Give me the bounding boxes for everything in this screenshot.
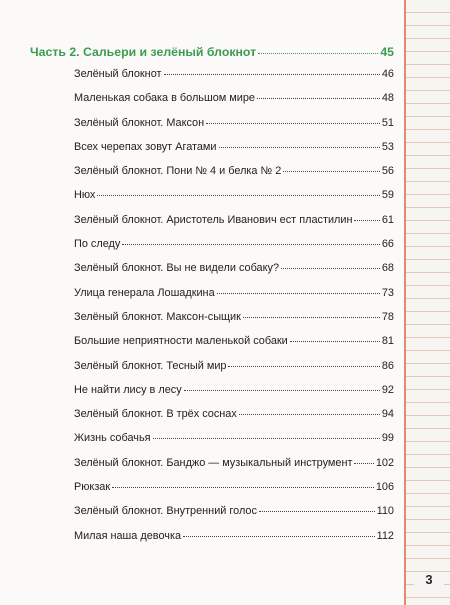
toc-entry (22, 311, 394, 335)
dot-leader (219, 147, 380, 148)
entry-title: Зелёный блокнот. Тесный мир (74, 359, 227, 372)
toc-part-heading (22, 45, 394, 68)
entry-title: Зелёный блокнот. Аристотель Иванович ест пластилин (74, 213, 353, 226)
entry-page-number: 61 (381, 213, 394, 226)
entry-title: Рюкзак (74, 481, 111, 494)
dot-leader (183, 536, 375, 537)
toc-entry (22, 335, 394, 359)
entry-title: Зелёный блокнот. Пони № 4 и белка № 2 (74, 165, 282, 178)
toc-entry (22, 384, 394, 408)
entry-title: Милая наша девочка (74, 529, 182, 542)
dot-leader (354, 463, 373, 464)
dot-leader (258, 53, 378, 54)
toc-entry (22, 505, 394, 529)
entry-page-number: 59 (381, 189, 394, 202)
toc-entry (22, 165, 394, 189)
entry-page-number: 102 (375, 456, 394, 469)
table-of-contents (22, 45, 394, 554)
entry-page-number: 68 (381, 262, 394, 275)
dot-leader (206, 123, 380, 124)
notebook-ruled-strip (404, 0, 450, 605)
toc-entry (22, 262, 394, 286)
dot-leader (239, 414, 380, 415)
entry-page-number: 46 (381, 68, 394, 80)
toc-entry (22, 238, 394, 262)
entry-title: Зелёный блокнот. Внутренний голос (74, 505, 257, 518)
toc-entry (22, 117, 394, 141)
entry-page-number: 110 (376, 505, 394, 518)
notebook-margin-line (404, 0, 406, 605)
page-number: 3 (414, 572, 444, 587)
part-page-number: 45 (380, 45, 394, 59)
dot-leader (281, 268, 380, 269)
dot-leader (259, 511, 375, 512)
part-title: Часть 2. Сальери и зелёный блокнот (30, 45, 257, 59)
toc-entry (22, 530, 394, 554)
dot-leader (112, 487, 374, 488)
entry-title: Нюх (74, 189, 96, 202)
toc-entry (22, 68, 394, 92)
toc-entry (22, 432, 394, 456)
toc-entry (22, 408, 394, 432)
dot-leader (283, 171, 380, 172)
entry-title: Маленькая собака в большом мире (74, 92, 255, 105)
entry-page-number: 73 (381, 286, 394, 299)
entry-title: Зелёный блокнот. Максон (74, 116, 205, 129)
entry-title: Зелёный блокнот. Максон-сыщик (74, 310, 241, 323)
toc-entry (22, 214, 394, 238)
entry-title: Улица генерала Лошадкина (74, 286, 215, 299)
entry-title: По следу (74, 238, 121, 251)
dot-leader (257, 98, 380, 99)
dot-leader (354, 220, 379, 221)
toc-entry (22, 481, 394, 505)
entry-title: Большие неприятности маленькой собаки (74, 335, 288, 348)
toc-entry (22, 360, 394, 384)
dot-leader (184, 390, 380, 391)
entry-title: Зелёный блокнот (74, 68, 162, 80)
entry-page-number: 92 (381, 383, 394, 396)
dot-leader (97, 195, 380, 196)
dot-leader (122, 244, 380, 245)
entry-page-number: 81 (381, 335, 394, 348)
entry-title: Жизнь собачья (74, 432, 151, 445)
toc-entry (22, 457, 394, 481)
entry-page-number: 112 (376, 529, 394, 542)
entry-page-number: 66 (381, 238, 394, 251)
entry-title: Зелёный блокнот. Банджо — музыкальный инструмент (74, 456, 353, 469)
dot-leader (290, 341, 380, 342)
dot-leader (243, 317, 380, 318)
entry-page-number: 86 (381, 359, 394, 372)
dot-leader (228, 366, 379, 367)
toc-entry (22, 189, 394, 213)
entry-page-number: 99 (381, 432, 394, 445)
entry-page-number: 48 (381, 92, 394, 105)
entry-page-number: 53 (381, 140, 394, 153)
entry-title: Зелёный блокнот. Вы не видели собаку? (74, 262, 280, 275)
entry-page-number: 106 (375, 481, 394, 494)
entry-page-number: 94 (381, 408, 394, 421)
toc-entry (22, 141, 394, 165)
dot-leader (217, 293, 380, 294)
entry-title: Не найти лису в лесу (74, 383, 182, 396)
entry-title: Зелёный блокнот. В трёх соснах (74, 408, 237, 421)
entry-title: Всех черепах зовут Агатами (74, 140, 217, 153)
entry-page-number: 51 (381, 116, 394, 129)
entry-page-number: 56 (381, 165, 394, 178)
toc-entry (22, 287, 394, 311)
toc-entry (22, 92, 394, 116)
dot-leader (164, 74, 380, 75)
entry-page-number: 78 (381, 310, 394, 323)
dot-leader (153, 438, 380, 439)
